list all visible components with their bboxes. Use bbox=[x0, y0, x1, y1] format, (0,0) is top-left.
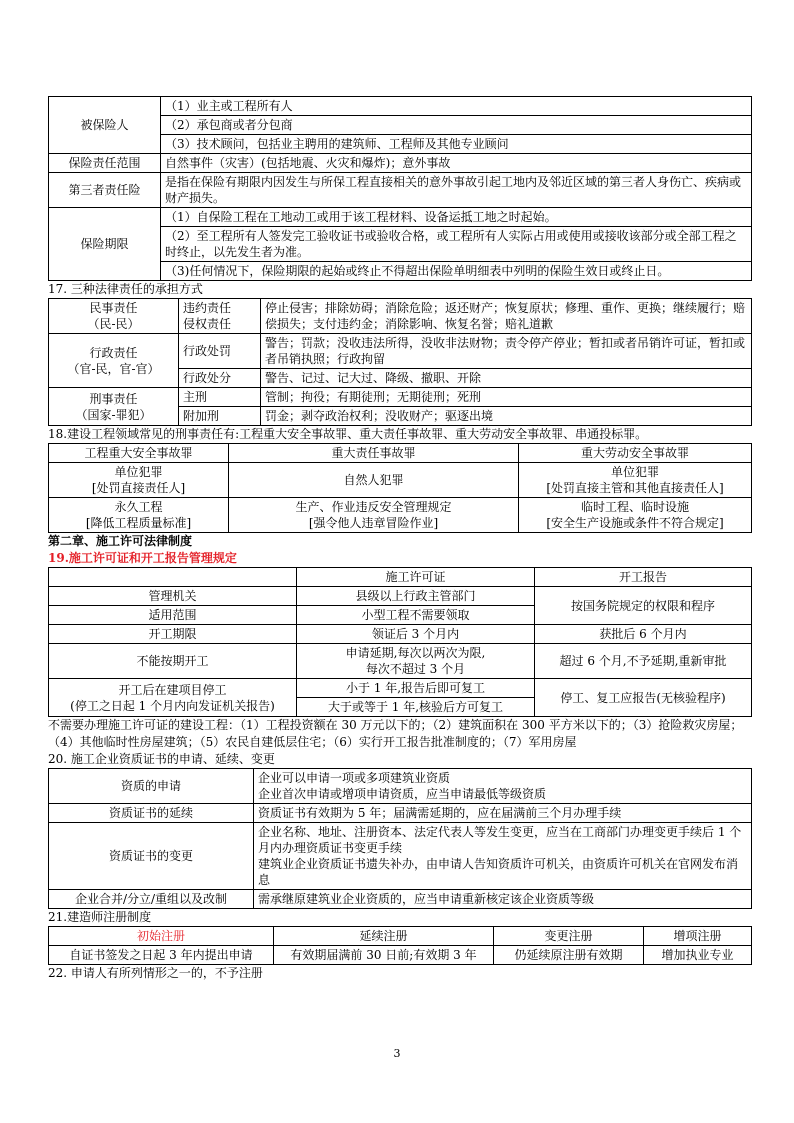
section-20-heading: 20. 施工企业资质证书的申请、延续、变更 bbox=[48, 752, 275, 766]
col-header: 施工许可证 bbox=[297, 568, 535, 587]
table-cell: 停工、复工应报告(无核验程序) bbox=[535, 679, 752, 717]
row-label: 适用范围 bbox=[49, 606, 297, 625]
table-cell: 仍延续原注册有效期 bbox=[494, 946, 644, 965]
cell-line: 企业可以申请一项或多项建筑业资质 bbox=[258, 771, 451, 785]
cell-line: 申请延期,每次以两次为限, bbox=[345, 646, 486, 660]
insurance-table bbox=[48, 96, 752, 281]
criminal-sub-label: 主刑 bbox=[179, 388, 261, 407]
col-header: 重大劳动安全事故罪 bbox=[519, 444, 752, 463]
admin-liability-label bbox=[49, 334, 179, 388]
cell-line: [强令他人违章冒险作业] bbox=[308, 516, 439, 530]
section-22-heading: 22. 申请人有所列情形之一的，不予注册 bbox=[48, 966, 263, 980]
cell-line: [安全生产设施或条件不符合规定] bbox=[546, 516, 724, 530]
section-18-heading: 18.建设工程领域常见的刑事责任有:工程重大安全事故罪、重大责任事故罪、重大劳动安全事故罪、串通投标罪。 bbox=[48, 427, 648, 441]
admin-value: 警告；罚款；没收违法所得，没收非法财物；责令停产停业；暂扣或者吊销许可证，暂扣或者吊销执照；行政拘留 bbox=[261, 334, 752, 369]
cell-line: (停工之日起 1 个月内向发证机关报告) bbox=[70, 698, 275, 713]
col-header: 初始注册 bbox=[49, 927, 274, 946]
table-cell: 增加执业专业 bbox=[644, 946, 752, 965]
cell-line: 企业首次申请或增项申请资质，应当申请最低等级资质 bbox=[258, 787, 547, 801]
table-cell: 小型工程不需要领取 bbox=[297, 606, 535, 625]
col-header: 延续注册 bbox=[274, 927, 494, 946]
table-cell: 领证后 3 个月内 bbox=[297, 625, 535, 644]
table-cell bbox=[297, 644, 535, 679]
third-party-value: 是指在保险有期限内因发生与所保工程直接相关的意外事故引起工地内及邻近区域的第三者人身伤亡、疾病或财产损失。 bbox=[161, 173, 752, 208]
criminal-table bbox=[48, 443, 752, 533]
cell-line: 开工后在建项目停工 bbox=[118, 682, 227, 697]
cell-line: [处罚直接责任人] bbox=[91, 481, 186, 495]
empty-header bbox=[49, 568, 297, 587]
chapter-heading: 第二章、施工许可法律制度 bbox=[48, 534, 193, 548]
insured-item: （1）业主或工程所有人 bbox=[161, 97, 752, 116]
table-cell bbox=[519, 463, 752, 498]
criminal-label-line: （国家-罪犯） bbox=[75, 407, 152, 422]
period-label: 保险期限 bbox=[49, 208, 161, 281]
criminal-label-line: 刑事责任 bbox=[89, 391, 138, 406]
criminal-liability-label bbox=[49, 388, 179, 426]
liability-table bbox=[48, 298, 752, 426]
civil-sub-line: 违约责任 bbox=[183, 301, 232, 315]
cell-line: [降低工程质量标准] bbox=[85, 516, 192, 530]
row-label: 企业合并/分立/重组以及改制 bbox=[49, 890, 254, 909]
civil-sub-line: 侵权责任 bbox=[183, 317, 232, 331]
civil-label-line: 民事责任 bbox=[89, 301, 138, 315]
permit-table bbox=[48, 567, 752, 717]
row-label bbox=[49, 679, 297, 717]
cell-line: 建筑业企业资质证书遗失补办，由申请人告知资质许可机关，由资质许可机关在官网发布消息 bbox=[258, 857, 739, 887]
col-header: 工程重大安全事故罪 bbox=[49, 444, 229, 463]
insured-item: （2）承包商或者分包商 bbox=[161, 116, 752, 135]
row-label: 资质证书的变更 bbox=[49, 823, 254, 890]
criminal-value: 管制；拘役；有期徒刑；无期徒刑；死刑 bbox=[261, 388, 752, 407]
admin-sub-label: 行政处分 bbox=[179, 369, 261, 388]
civil-label-line: （民-民） bbox=[87, 317, 140, 331]
table-cell bbox=[254, 823, 752, 890]
col-header: 开工报告 bbox=[535, 568, 752, 587]
admin-label-line: 行政责任 bbox=[89, 345, 138, 360]
civil-liability-label bbox=[49, 299, 179, 334]
row-label: 资质证书的延续 bbox=[49, 804, 254, 823]
civil-sub-label bbox=[179, 299, 261, 334]
table-cell bbox=[229, 498, 519, 533]
cell-line: 单位犯罪 bbox=[114, 465, 163, 479]
table-cell: 自然人犯罪 bbox=[229, 463, 519, 498]
insured-label: 被保险人 bbox=[49, 97, 161, 154]
cell-line: 单位犯罪 bbox=[610, 465, 659, 479]
table-cell: 超过 6 个月,不予延期,重新审批 bbox=[535, 644, 752, 679]
scope-value: 自然事件（灾害）(包括地震、火灾和爆炸)；意外事故 bbox=[161, 154, 752, 173]
row-label: 开工期限 bbox=[49, 625, 297, 644]
table-cell: 获批后 6 个月内 bbox=[535, 625, 752, 644]
table-cell: 自证书签发之日起 3 年内提出申请 bbox=[49, 946, 274, 965]
table-cell bbox=[49, 498, 229, 533]
cell-line: [处罚直接主管和其他直接责任人] bbox=[546, 481, 724, 495]
section-21-heading: 21.建造师注册制度 bbox=[48, 910, 152, 924]
admin-value: 警告、记过、记大过、降级、撤职、开除 bbox=[261, 369, 752, 388]
cell-line: 企业名称、地址、注册资本、法定代表人等发生变更，应当在工商部门办理变更手续后 1 个月内办理资质证书变更手续 bbox=[258, 825, 742, 855]
period-item: （3)任何情况下，保险期限的起始或终止不得超出保险单明细表中列明的保险生效日或终止日。 bbox=[161, 262, 752, 281]
admin-sub-label: 行政处罚 bbox=[179, 334, 261, 369]
cell-line: 生产、作业违反安全管理规定 bbox=[295, 500, 452, 514]
table-cell: 需承继原建筑业企业资质的，应当申请重新核定该企业资质等级 bbox=[254, 890, 752, 909]
period-item: （1）自保险工程在工地动工或用于该工程材料、设备运抵工地之时起始。 bbox=[161, 208, 752, 227]
table-cell: 资质证书有效期为 5 年；届满需延期的，应在届满前三个月办理手续 bbox=[254, 804, 752, 823]
row-label: 管理机关 bbox=[49, 587, 297, 606]
table-cell: 小于 1 年,报告后即可复工 bbox=[297, 679, 535, 698]
table-cell bbox=[49, 463, 229, 498]
table-cell: 大于或等于 1 年,核验后方可复工 bbox=[297, 698, 535, 717]
table-cell bbox=[254, 769, 752, 804]
cell-line: 每次不超过 3 个月 bbox=[365, 662, 466, 676]
section-17-heading: 17. 三种法律责任的承担方式 bbox=[48, 282, 203, 296]
scope-label: 保险责任范围 bbox=[49, 154, 161, 173]
document-page bbox=[48, 96, 752, 982]
row-label: 资质的申请 bbox=[49, 769, 254, 804]
table-cell: 县级以上行政主管部门 bbox=[297, 587, 535, 606]
section-19-heading: 19.施工许可证和开工报告管理规定 bbox=[48, 551, 237, 565]
third-party-label: 第三者责任险 bbox=[49, 173, 161, 208]
permit-note: 不需要办理施工许可证的建设工程：（1）工程投资额在 30 万元以下的；（2）建筑面积在 300 平方米以下的；（3）抢险救灾房屋；（4）其他临时性房屋建筑；（5）农民自建低层住宅；（6）实行开工报告批准制度的；（7）军用房屋 bbox=[48, 718, 743, 749]
period-item: （2）至工程所有人签发完工验收证书或验收合格，或工程所有人实际占用或使用或接收该部分或全部工程之时终止，以先发生者为准。 bbox=[161, 227, 752, 262]
page-number: 3 bbox=[393, 1047, 401, 1060]
col-header: 重大责任事故罪 bbox=[229, 444, 519, 463]
qualification-table bbox=[48, 768, 752, 909]
col-header: 变更注册 bbox=[494, 927, 644, 946]
admin-label-line: （官-民，官-官） bbox=[67, 361, 160, 376]
civil-value: 停止侵害；排除妨碍；消除危险；返还财产；恢复原状；修理、重作、更换；继续履行；赔偿损失；支付违约金；消除影响、恢复名誉；赔礼道歉 bbox=[261, 299, 752, 334]
criminal-value: 罚金；剥夺政治权利；没收财产；驱逐出境 bbox=[261, 407, 752, 426]
registration-table bbox=[48, 926, 752, 965]
row-label: 不能按期开工 bbox=[49, 644, 297, 679]
table-cell: 按国务院规定的权限和程序 bbox=[535, 587, 752, 625]
table-cell: 有效期届满前 30 日前;有效期 3 年 bbox=[274, 946, 494, 965]
table-cell bbox=[519, 498, 752, 533]
col-header: 增项注册 bbox=[644, 927, 752, 946]
insured-item: （3）技术顾问，包括业主聘用的建筑师、工程师及其他专业顾问 bbox=[161, 135, 752, 154]
criminal-sub-label: 附加刑 bbox=[179, 407, 261, 426]
cell-line: 临时工程、临时设施 bbox=[580, 500, 689, 514]
cell-line: 永久工程 bbox=[114, 500, 163, 514]
